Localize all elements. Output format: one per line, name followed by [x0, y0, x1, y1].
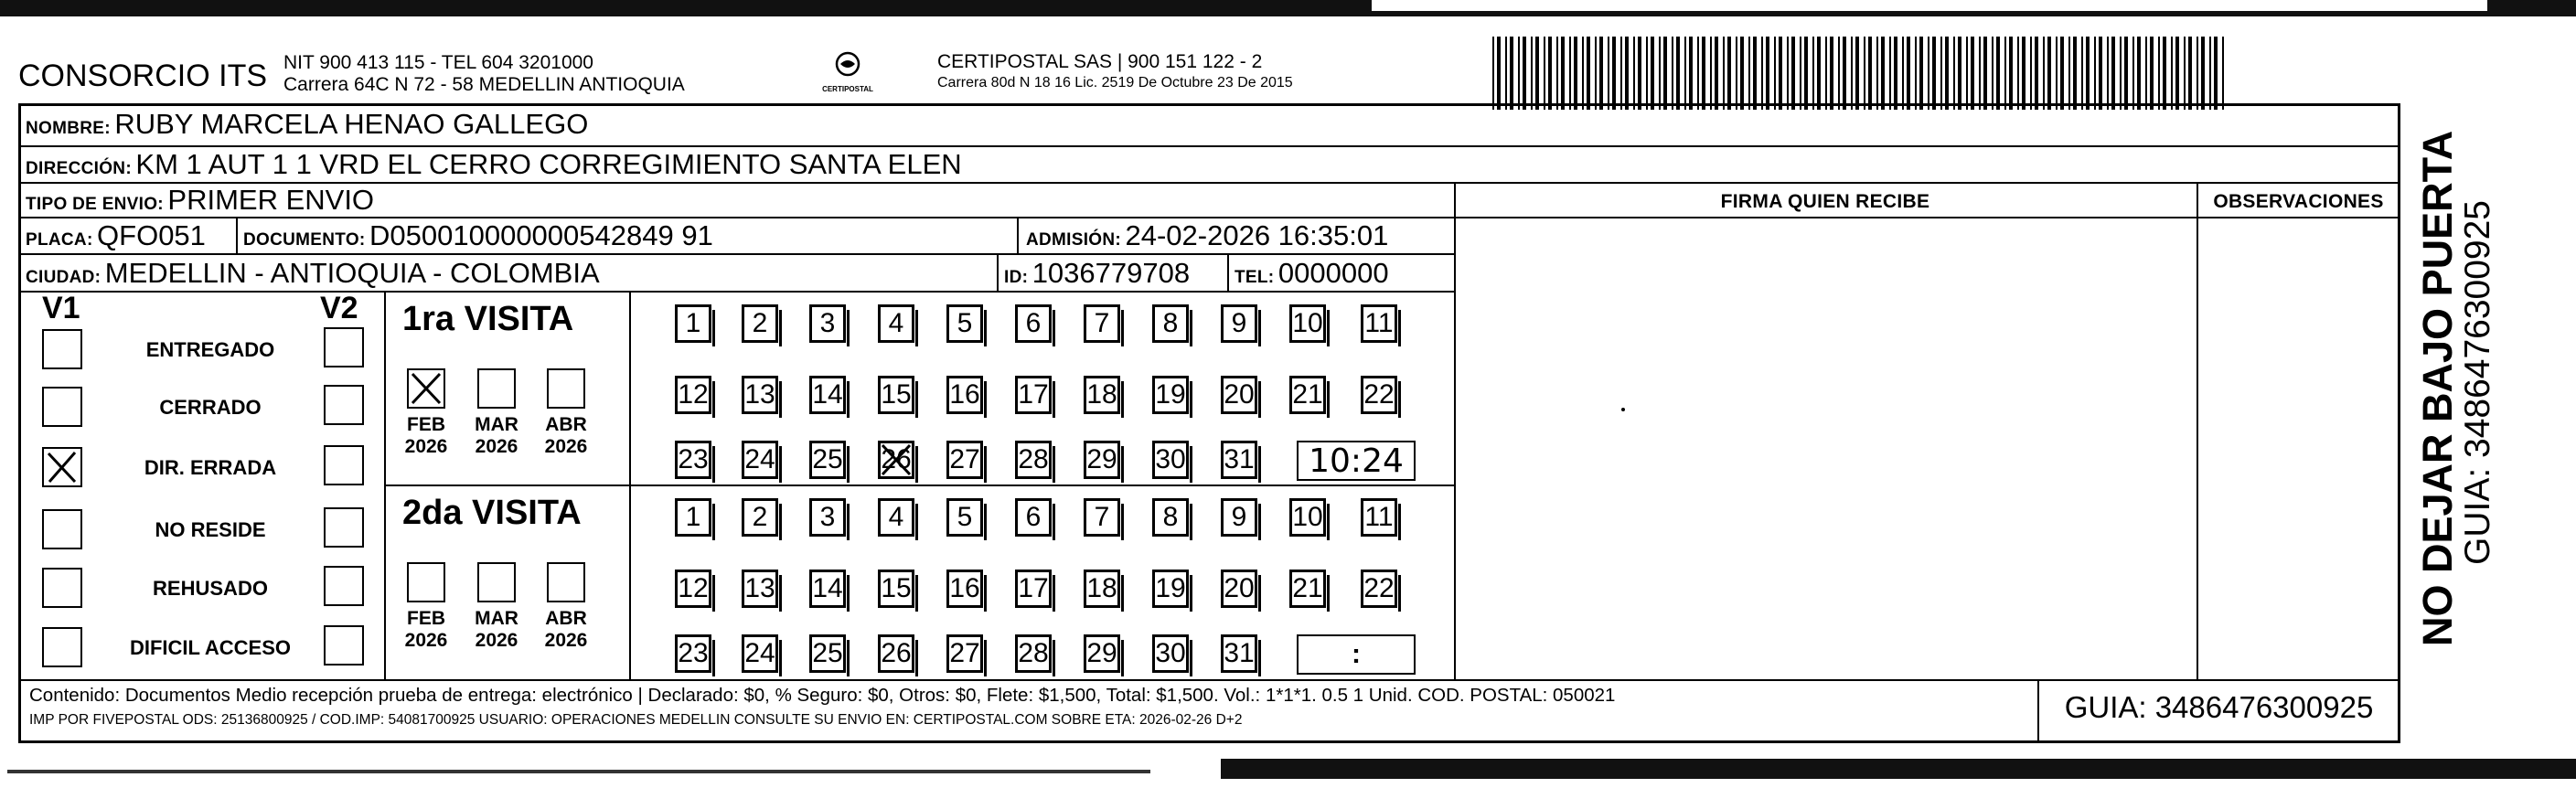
month-name: ABR	[545, 608, 587, 629]
day-box[interactable]: 26	[878, 441, 914, 479]
barcode-bar	[2060, 37, 2064, 110]
v1-checkbox[interactable]	[42, 387, 82, 427]
month-label	[539, 608, 593, 652]
certipostal-logo	[820, 46, 875, 101]
v2-label: V2	[320, 291, 358, 325]
day-box[interactable]: 22	[1361, 570, 1397, 608]
tel-label: TEL:	[1235, 268, 1275, 287]
day-box[interactable]: 3	[809, 498, 846, 537]
signature-dot	[1621, 408, 1625, 411]
barcode-bar	[1595, 37, 1597, 110]
barcode-bar	[1608, 37, 1609, 110]
rule	[18, 145, 2400, 147]
visit-title: 1ra VISITA	[402, 300, 574, 338]
day-box[interactable]: 31	[1221, 634, 1257, 673]
ciudad-label: CIUDAD:	[26, 268, 102, 287]
status-option-label: REHUSADO	[153, 577, 268, 600]
documento-label: DOCUMENTO:	[243, 230, 366, 250]
tel-value: 0000000	[1277, 257, 1389, 289]
barcode-bar	[2158, 37, 2160, 110]
barcode-bar	[2214, 37, 2218, 110]
v1-checkbox[interactable]	[42, 568, 82, 608]
barcode-bar	[2184, 37, 2186, 110]
rule-v	[629, 291, 631, 679]
barcode-bar	[1587, 37, 1590, 110]
month-name: FEB	[407, 608, 445, 629]
barcode-bar	[1651, 37, 1654, 110]
admision-value: 24-02-2026 16:35:01	[1125, 219, 1389, 251]
day-box[interactable]: 16	[946, 376, 983, 414]
month-name: MAR	[475, 414, 518, 435]
day-box[interactable]: 25	[809, 441, 846, 479]
day-mark	[879, 442, 915, 478]
v2-checkbox[interactable]	[324, 385, 364, 425]
barcode-bar	[2086, 37, 2090, 110]
id-value: 1036779708	[1031, 257, 1191, 289]
day-box[interactable]: 15	[878, 376, 914, 414]
day-box[interactable]: 2	[742, 498, 778, 537]
barcode-bar	[1812, 37, 1814, 110]
barcode-bar	[2188, 37, 2192, 110]
barcode-bar	[2150, 37, 2154, 110]
barcode-bar	[1646, 37, 1648, 110]
day-box[interactable]: 25	[809, 634, 846, 673]
barcode-bar	[1983, 37, 1987, 110]
barcode-bar	[1556, 37, 1558, 110]
barcode-bar	[1953, 37, 1955, 110]
day-box[interactable]: 8	[1152, 304, 1189, 343]
barcode-bar	[1753, 37, 1757, 110]
placa-label: PLACA:	[26, 230, 93, 250]
month-checkbox[interactable]	[407, 368, 445, 409]
month-year: 2026	[544, 630, 588, 651]
observaciones-header: OBSERVACIONES	[2213, 191, 2384, 212]
month-label	[399, 608, 454, 652]
day-box[interactable]: 23	[675, 634, 711, 673]
day-box[interactable]: 17	[1015, 376, 1052, 414]
barcode-bar	[1992, 37, 1993, 110]
barcode-bar	[1928, 37, 1929, 110]
bottom-left-edge	[7, 770, 1150, 773]
barcode-bar	[1889, 37, 1891, 110]
id-label: ID:	[1004, 268, 1029, 287]
month-year: 2026	[475, 630, 518, 651]
barcode-bar	[1710, 37, 1712, 110]
status-option-label: NO RESIDE	[155, 518, 266, 541]
rule-v	[997, 253, 999, 291]
day-box[interactable]: 11	[1361, 498, 1397, 537]
barcode-bar	[1689, 37, 1693, 110]
barcode-bar	[1510, 37, 1513, 110]
v2-checkbox[interactable]	[324, 445, 364, 485]
barcode-bar	[1902, 37, 1904, 110]
barcode-bar	[2120, 37, 2122, 110]
month-year: 2026	[404, 630, 448, 651]
barcode-bar	[1825, 37, 1827, 110]
barcode-bar	[1932, 37, 1936, 110]
rule-v	[1017, 217, 1019, 253]
month-year: 2026	[475, 436, 518, 457]
day-box[interactable]: 26	[878, 634, 914, 673]
day-box[interactable]: 9	[1221, 304, 1257, 343]
footer-line-2: IMP POR FIVEPOSTAL ODS: 25136800925 / COD.IMP: 54081700925 USUARIO: OPERACIONES MEDELLIN CONSULTE SU ENVIO EN: CERTIPOSTAL.COM SOBRE ETA: 2026-02-26 D+2	[29, 712, 1243, 728]
barcode-bar	[1945, 37, 1949, 110]
rule-v	[1454, 182, 1456, 680]
month-name: MAR	[475, 608, 518, 629]
tipo-value: PRIMER ENVIO	[167, 184, 375, 216]
day-box[interactable]: 6	[1015, 304, 1052, 343]
barcode-bar	[1723, 37, 1725, 110]
barcode-bar	[1535, 37, 1539, 110]
day-box[interactable]: 3	[809, 304, 846, 343]
status-option-label: CERRADO	[159, 396, 262, 419]
day-box[interactable]: 20	[1221, 570, 1257, 608]
month-year: 2026	[404, 436, 448, 457]
barcode-bar	[2043, 37, 2045, 110]
day-box[interactable]: 20	[1221, 376, 1257, 414]
tel-cell	[1235, 257, 1389, 290]
barcode-bar	[1492, 37, 1494, 110]
day-box[interactable]: 16	[946, 570, 983, 608]
month-label	[539, 414, 593, 458]
barcode-bar	[1838, 37, 1840, 110]
month-checkbox[interactable]	[477, 368, 516, 409]
month-checkbox[interactable]	[407, 562, 445, 602]
month-checkbox[interactable]	[547, 562, 585, 602]
day-box[interactable]: 27	[946, 634, 983, 673]
barcode-bar	[1800, 37, 1801, 110]
barcode-bar	[2107, 37, 2109, 110]
barcode-bar	[1966, 37, 1968, 110]
barcode-bar	[2056, 37, 2058, 110]
month-label	[399, 414, 454, 458]
barcode-bar	[1740, 37, 1744, 110]
ciudad-value: MEDELLIN - ANTIOQUIA - COLOMBIA	[104, 257, 600, 289]
barcode-bar	[2022, 37, 2026, 110]
barcode-bar	[1633, 37, 1635, 110]
day-box[interactable]: 24	[742, 441, 778, 479]
month-year: 2026	[544, 436, 588, 457]
rule	[18, 253, 1456, 255]
barcode-bar	[2073, 37, 2077, 110]
tipo-row	[26, 184, 374, 217]
day-box[interactable]: 7	[1084, 498, 1120, 537]
barcode-bar	[1919, 37, 1923, 110]
day-box[interactable]: 1	[675, 498, 711, 537]
placa-cell	[26, 219, 206, 252]
barcode-bar	[1497, 37, 1501, 110]
day-box[interactable]: 10	[1289, 498, 1326, 537]
barcode-bar	[1958, 37, 1961, 110]
day-box[interactable]: 30	[1152, 441, 1189, 479]
barcode-bar	[2004, 37, 2006, 110]
barcode-bar	[1779, 37, 1782, 110]
barcode-bar	[1663, 37, 1667, 110]
barcode-bar	[1569, 37, 1571, 110]
day-box[interactable]: 30	[1152, 634, 1189, 673]
side-guia: GUIA: 3486476300925	[2458, 200, 2497, 565]
day-box[interactable]: 14	[809, 570, 846, 608]
month-label	[469, 414, 524, 458]
day-box[interactable]: 6	[1015, 498, 1052, 537]
v2-checkbox[interactable]	[324, 507, 364, 548]
barcode-bar	[1548, 37, 1552, 110]
barcode-bar	[2017, 37, 2019, 110]
bottom-edge-band	[1221, 759, 2576, 779]
nombre-label: NOMBRE:	[26, 119, 111, 138]
barcode-bar	[2209, 37, 2211, 110]
day-box[interactable]: 4	[878, 304, 914, 343]
firma-header: FIRMA QUIEN RECIBE	[1720, 191, 1930, 212]
placa-value: QFO051	[97, 219, 206, 251]
barcode-bar	[1979, 37, 1981, 110]
month-name: ABR	[545, 414, 587, 435]
day-box[interactable]: 19	[1152, 570, 1189, 608]
day-box[interactable]: 13	[742, 376, 778, 414]
top-edge-gap	[1372, 0, 2487, 11]
tipo-label: TIPO DE ENVIO:	[26, 195, 164, 214]
documento-value: D050010000000542849 91	[369, 219, 713, 251]
direccion-value: KM 1 AUT 1 1 VRD EL CERRO CORREGIMIENTO SANTA ELEN	[135, 148, 962, 180]
v2-checkbox[interactable]	[324, 566, 364, 606]
month-label	[469, 608, 524, 652]
barcode-bar	[1531, 37, 1533, 110]
barcode-bar	[1881, 37, 1885, 110]
barcode-bar	[1876, 37, 1878, 110]
barcode-bar	[2068, 37, 2070, 110]
rule	[18, 182, 2400, 184]
barcode-bar	[2222, 37, 2224, 110]
barcode-bar	[1612, 37, 1616, 110]
barcode-bar	[2201, 37, 2205, 110]
company-line-1: NIT 900 413 115 - TEL 604 3201000	[283, 52, 593, 73]
barcode-bar	[1523, 37, 1526, 110]
barcode-bar	[1894, 37, 1897, 110]
day-box[interactable]: 27	[946, 441, 983, 479]
rule-v	[384, 291, 386, 679]
day-box[interactable]: 18	[1084, 376, 1120, 414]
barcode-bar	[1702, 37, 1705, 110]
day-box[interactable]: 28	[1015, 441, 1052, 479]
direccion-label: DIRECCIÓN:	[26, 159, 132, 178]
day-box[interactable]: 5	[946, 498, 983, 537]
day-box[interactable]: 4	[878, 498, 914, 537]
barcode-bar	[2081, 37, 2083, 110]
v1-label: V1	[42, 291, 80, 325]
day-box[interactable]: 5	[946, 304, 983, 343]
day-box[interactable]: 2	[742, 304, 778, 343]
barcode-bar	[2124, 37, 2128, 110]
month-checkbox[interactable]	[547, 368, 585, 409]
barcode-bar	[1940, 37, 1942, 110]
barcode-bar	[1684, 37, 1686, 110]
status-option-label: DIR. ERRADA	[144, 456, 277, 479]
rule	[18, 217, 2400, 218]
nombre-value: RUBY MARCELA HENAO GALLEGO	[114, 108, 589, 140]
day-box[interactable]: 22	[1361, 376, 1397, 414]
visit-time-box[interactable]: :	[1297, 634, 1416, 675]
day-box[interactable]: 21	[1289, 376, 1326, 414]
barcode-bar	[1804, 37, 1808, 110]
barcode-bar	[1996, 37, 2000, 110]
v1-checkbox[interactable]	[42, 329, 82, 369]
day-box[interactable]: 24	[742, 634, 778, 673]
visit-time-box[interactable]: 10:24	[1297, 441, 1416, 481]
barcode-bar	[1727, 37, 1731, 110]
barcode-bar	[2171, 37, 2173, 110]
day-box[interactable]: 19	[1152, 376, 1189, 414]
day-box[interactable]: 23	[675, 441, 711, 479]
v1-checkbox[interactable]	[42, 447, 82, 487]
rule	[18, 291, 1456, 293]
day-box[interactable]: 7	[1084, 304, 1120, 343]
v1-checkbox[interactable]	[42, 509, 82, 549]
barcode-bar	[1676, 37, 1680, 110]
barcode-bar	[1855, 37, 1859, 110]
barcode-bar	[1638, 37, 1641, 110]
barcode-bar	[2175, 37, 2179, 110]
barcode-bar	[1505, 37, 1507, 110]
barcode-bar	[1766, 37, 1769, 110]
direccion-row	[26, 148, 962, 181]
company-name: CONSORCIO ITS	[18, 59, 268, 93]
rule	[18, 679, 2400, 681]
visit-title: 2da VISITA	[402, 494, 582, 532]
barcode-bar	[2163, 37, 2166, 110]
day-box[interactable]: 1	[675, 304, 711, 343]
barcode-bar	[1864, 37, 1865, 110]
barcode-bar	[1851, 37, 1853, 110]
barcode-bar	[1907, 37, 1910, 110]
barcode-bar	[1843, 37, 1846, 110]
barcode-bar	[2035, 37, 2038, 110]
company-line-2: Carrera 64C N 72 - 58 MEDELLIN ANTIOQUIA	[283, 74, 685, 95]
ciudad-cell	[26, 257, 600, 290]
day-box[interactable]: 11	[1361, 304, 1397, 343]
footer-guia: GUIA: 3486476300925	[2064, 690, 2374, 724]
barcode-bar	[1625, 37, 1629, 110]
day-box[interactable]: 8	[1152, 498, 1189, 537]
documento-cell	[243, 219, 713, 252]
barcode-bar	[2145, 37, 2147, 110]
v2-checkbox[interactable]	[324, 625, 364, 666]
barcode-bar	[1736, 37, 1737, 110]
barcode-bar	[2197, 37, 2198, 110]
barcode-bar	[1830, 37, 1833, 110]
barcode-bar	[1761, 37, 1763, 110]
barcode-bar	[1518, 37, 1520, 110]
rule-v	[236, 217, 238, 253]
day-box[interactable]: 29	[1084, 634, 1120, 673]
barcode-bar	[1971, 37, 1974, 110]
barcode-bar	[1672, 37, 1673, 110]
barcode-bar	[2047, 37, 2051, 110]
day-box[interactable]: 17	[1015, 570, 1052, 608]
barcode-bar	[1544, 37, 1545, 110]
barcode-bar	[1748, 37, 1750, 110]
day-box[interactable]: 12	[675, 376, 711, 414]
barcode-bar	[1620, 37, 1622, 110]
day-box[interactable]: 12	[675, 570, 711, 608]
side-warning: NO DEJAR BAJO PUERTA	[2414, 130, 2461, 646]
day-box[interactable]: 21	[1289, 570, 1326, 608]
rule-v	[2197, 182, 2198, 680]
day-box[interactable]: 29	[1084, 441, 1120, 479]
admision-cell	[1026, 219, 1388, 252]
barcode-bar	[2132, 37, 2134, 110]
day-box[interactable]: 18	[1084, 570, 1120, 608]
barcode-bar	[1574, 37, 1577, 110]
month-checkbox[interactable]	[477, 562, 516, 602]
barcode-bar	[1915, 37, 1917, 110]
day-box[interactable]: 28	[1015, 634, 1052, 673]
footer-line-1: Contenido: Documentos Medio recepción prueba de entrega: electrónico | Declarado: $0, % Seguro: $0, Otros: $0, Flete: $1,500, Total: $1,500. Vol.: 1*1*1. 0.5 1 Unid. COD. POSTAL: 050021	[29, 685, 1616, 706]
day-box[interactable]: 31	[1221, 441, 1257, 479]
barcode-bar	[1868, 37, 1872, 110]
barcode-bar	[2137, 37, 2141, 110]
rule	[384, 485, 1456, 486]
logo-text: CERTIPOSTAL	[822, 85, 873, 93]
day-box[interactable]: 9	[1221, 498, 1257, 537]
barcode-bar	[1817, 37, 1821, 110]
barcode-bar	[2030, 37, 2032, 110]
barcode-bar	[1787, 37, 1789, 110]
certi-line-2: Carrera 80d N 18 16 Lic. 2519 De Octubre 23 De 2015	[937, 75, 1293, 91]
barcode-bar	[2111, 37, 2115, 110]
barcode-bar	[1791, 37, 1795, 110]
certi-line-1: CERTIPOSTAL SAS | 900 151 122 - 2	[937, 51, 1263, 72]
day-box[interactable]: 14	[809, 376, 846, 414]
day-box[interactable]: 13	[742, 570, 778, 608]
barcode-bar	[1561, 37, 1565, 110]
barcode-bar	[2099, 37, 2102, 110]
rule-v	[1227, 253, 1229, 291]
barcode-bar	[1599, 37, 1603, 110]
id-cell	[1004, 257, 1190, 290]
barcode	[1492, 37, 2224, 110]
admision-label: ADMISIÓN:	[1026, 230, 1122, 250]
month-name: FEB	[407, 414, 445, 435]
day-box[interactable]: 10	[1289, 304, 1326, 343]
nombre-row	[26, 108, 588, 141]
barcode-bar	[1582, 37, 1584, 110]
status-option-label: ENTREGADO	[145, 338, 275, 361]
barcode-bar	[1697, 37, 1699, 110]
day-box[interactable]: 15	[878, 570, 914, 608]
barcode-bar	[2094, 37, 2096, 110]
barcode-bar	[1715, 37, 1718, 110]
status-option-label: DIFICIL ACCESO	[129, 636, 291, 659]
barcode-bar	[1774, 37, 1776, 110]
v2-checkbox[interactable]	[324, 327, 364, 367]
barcode-bar	[1659, 37, 1661, 110]
v1-checkbox[interactable]	[42, 627, 82, 667]
barcode-bar	[2009, 37, 2013, 110]
